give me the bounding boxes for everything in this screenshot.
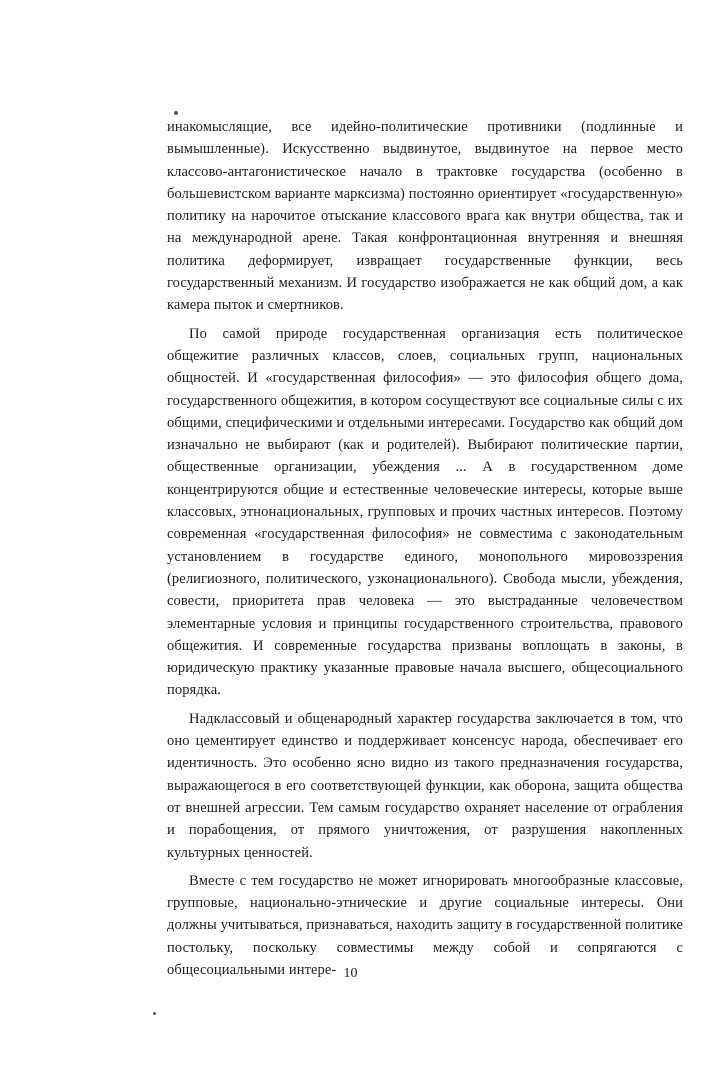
- body-text: [167, 116, 683, 981]
- scan-speck: [153, 1012, 156, 1015]
- page-number: 10: [343, 966, 358, 981]
- paragraph-3: Надклассовый и общенародный характер государства заключается в том, что оно цементирует единство и поддерживает консенсус народа, обеспечивает его идентичность. Это особенно ясно видно из такого предназначения государства, выражающегося в его соответствующей функции, как оборона, защита общества от внешней агрессии. Тем самым государство охраняет население от ограбления и порабощения, от прямого уничтожения, от разрушения накопленных культурных ценностей.: [167, 710, 683, 861]
- scan-speck: [174, 111, 178, 115]
- paragraph-1: инакомыслящие, все идейно-политические противники (подлинные и вымышленные). Искусственно выдвинутое, выдвинутое на первое место классово-антагонистическое начало в трактовке государства (особенно в большевистском варианте марксизма) постоянно ориентирует «государственную» политику на нарочитое отыскание классового врага как внутри общества, так и на международной арене. Такая конфронтационная внутренняя и внешняя политика деформирует, извращает государственные функции, весь государственный механизм. И государство изображается не как общий дом, а как камера пыток и смертников.: [167, 119, 683, 314]
- paragraph-2: По самой природе государственная организация есть политическое общежитие различных классов, слоев, социальных групп, национальных общностей. И «государственная философия» — это философия общего дома, государственного общежития, в котором сосуществуют все социальные силы с их общими, специфическими и отдельными интересами. Государство как общий дом изначально не выбирают (как и родителей). Выбирают политические партии, общественные организации, убеждения ... А в государственном доме концентрируются общие и естественные человеческие интересы, которые выше классовых, этнонациональных, групповых и прочих частных интересов. Поэтому современная «государственная философия» не совместима с законодательным установлением в государстве единого, монопольного мировоззрения (религиозного, политического, узконационального). Свобода мысли, убеждения, совести, приоритета прав человека — это выстраданные человечеством элементарные условия и принципы государственного строительства, правового общежития. И современные государства призваны воплощать в законы, в юридическую практику указанные правовые начала высшего, общесоциального порядка.: [167, 325, 683, 699]
- paragraph-4: Вместе с тем государство не может игнорировать многообразные классовые, групповые, национально-этнические и другие социальные интересы. Они должны учитываться, признаваться, находить защиту в государственной политике постольку, поскольку совместимы между собой и сопрягаются с общесоциальными интере-: [167, 872, 683, 978]
